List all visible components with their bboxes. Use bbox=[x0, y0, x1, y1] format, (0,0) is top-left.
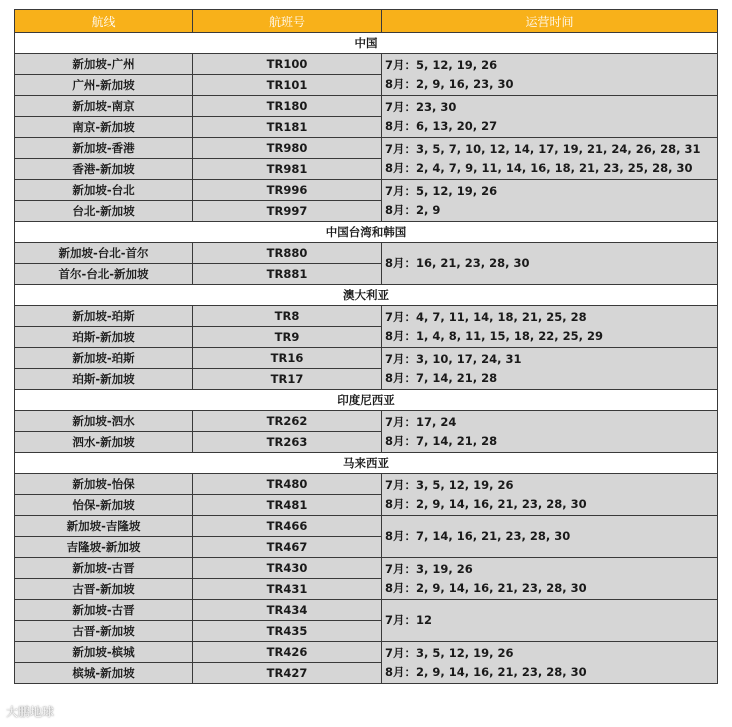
date-line: 8月：2, 9 bbox=[385, 202, 441, 217]
date-line: 8月：2, 9, 14, 16, 21, 23, 28, 30 bbox=[385, 496, 587, 511]
flight-number-cell: TR181 bbox=[193, 117, 382, 138]
date-line: 8月：1, 4, 8, 11, 15, 18, 22, 25, 29 bbox=[385, 328, 604, 343]
flight-number-cell: TR262 bbox=[193, 411, 382, 432]
operating-dates-cell bbox=[382, 411, 718, 453]
table-row bbox=[15, 54, 718, 75]
route-cell: 古晋-新加坡 bbox=[15, 621, 193, 642]
route-cell: 香港-新加坡 bbox=[15, 159, 193, 180]
flight-number-cell: TR16 bbox=[193, 348, 382, 369]
flight-number-cell: TR9 bbox=[193, 327, 382, 348]
flight-number-cell: TR8 bbox=[193, 306, 382, 327]
table-row bbox=[15, 558, 718, 579]
table-row bbox=[15, 411, 718, 432]
flight-number-cell: TR467 bbox=[193, 537, 382, 558]
date-line: 7月：3, 10, 17, 24, 31 bbox=[385, 351, 522, 366]
section-row bbox=[15, 285, 718, 306]
flight-number-cell: TR430 bbox=[193, 558, 382, 579]
route-cell: 古晋-新加坡 bbox=[15, 579, 193, 600]
route-cell: 泗水-新加坡 bbox=[15, 432, 193, 453]
section-title: 马来西亚 bbox=[15, 453, 718, 474]
operating-dates-cell bbox=[382, 642, 718, 684]
header-operating-dates: 运营时间 bbox=[382, 10, 718, 33]
operating-dates-cell bbox=[382, 306, 718, 348]
date-line: 7月：3, 5, 7, 10, 12, 14, 17, 19, 21, 24, 26, 28, 31 bbox=[385, 141, 701, 156]
flight-number-cell: TR481 bbox=[193, 495, 382, 516]
route-cell: 新加坡-吉隆坡 bbox=[15, 516, 193, 537]
watermark-text: 大鹏地球 bbox=[6, 705, 55, 719]
operating-dates-cell bbox=[382, 96, 718, 138]
date-line: 7月：5, 12, 19, 26 bbox=[385, 57, 498, 72]
flight-number-cell: TR427 bbox=[193, 663, 382, 684]
table-row bbox=[15, 96, 718, 117]
section-row bbox=[15, 453, 718, 474]
operating-dates-cell bbox=[382, 54, 718, 96]
table-row bbox=[15, 516, 718, 537]
operating-dates-cell bbox=[382, 600, 718, 642]
date-line: 8月：6, 13, 20, 27 bbox=[385, 118, 498, 133]
flight-number-cell: TR180 bbox=[193, 96, 382, 117]
route-cell: 珀斯-新加坡 bbox=[15, 369, 193, 390]
route-cell: 新加坡-怡保 bbox=[15, 474, 193, 495]
operating-dates-cell bbox=[382, 474, 718, 516]
flight-schedule-table bbox=[14, 9, 718, 684]
date-line: 7月：4, 7, 11, 14, 18, 21, 25, 28 bbox=[385, 309, 587, 324]
header-row bbox=[15, 10, 718, 33]
date-line: 8月：7, 14, 16, 21, 23, 28, 30 bbox=[385, 529, 571, 543]
flight-number-cell: TR431 bbox=[193, 579, 382, 600]
date-line: 7月：3, 5, 12, 19, 26 bbox=[385, 477, 514, 492]
route-cell: 新加坡-南京 bbox=[15, 96, 193, 117]
section-title: 印度尼西亚 bbox=[15, 390, 718, 411]
flight-number-cell: TR997 bbox=[193, 201, 382, 222]
flight-number-cell: TR996 bbox=[193, 180, 382, 201]
route-cell: 南京-新加坡 bbox=[15, 117, 193, 138]
table-row bbox=[15, 600, 718, 621]
section-row bbox=[15, 33, 718, 54]
route-cell: 新加坡-台北 bbox=[15, 180, 193, 201]
operating-dates-cell bbox=[382, 243, 718, 285]
flight-number-cell: TR466 bbox=[193, 516, 382, 537]
table-row bbox=[15, 243, 718, 264]
table-row bbox=[15, 180, 718, 201]
section-title: 澳大利亚 bbox=[15, 285, 718, 306]
section-title: 中国 bbox=[15, 33, 718, 54]
flight-number-cell: TR17 bbox=[193, 369, 382, 390]
flight-number-cell: TR435 bbox=[193, 621, 382, 642]
route-cell: 珀斯-新加坡 bbox=[15, 327, 193, 348]
date-line: 8月：2, 9, 14, 16, 21, 23, 28, 30 bbox=[385, 664, 587, 679]
flight-number-cell: TR881 bbox=[193, 264, 382, 285]
date-line: 7月：5, 12, 19, 26 bbox=[385, 183, 498, 198]
date-line: 8月：16, 21, 23, 28, 30 bbox=[385, 256, 530, 270]
table-row bbox=[15, 348, 718, 369]
route-cell: 新加坡-香港 bbox=[15, 138, 193, 159]
date-line: 7月：3, 19, 26 bbox=[385, 561, 473, 576]
operating-dates-cell bbox=[382, 348, 718, 390]
route-cell: 怡保-新加坡 bbox=[15, 495, 193, 516]
route-cell: 广州-新加坡 bbox=[15, 75, 193, 96]
date-line: 8月：7, 14, 21, 28 bbox=[385, 370, 498, 385]
section-title: 中国台湾和韩国 bbox=[15, 222, 718, 243]
date-line: 7月：23, 30 bbox=[385, 99, 457, 114]
table-row bbox=[15, 306, 718, 327]
date-line: 7月：12 bbox=[385, 613, 433, 627]
flight-number-cell: TR100 bbox=[193, 54, 382, 75]
flight-number-cell: TR426 bbox=[193, 642, 382, 663]
table-row bbox=[15, 474, 718, 495]
route-cell: 新加坡-广州 bbox=[15, 54, 193, 75]
route-cell: 新加坡-古晋 bbox=[15, 600, 193, 621]
route-cell: 槟城-新加坡 bbox=[15, 663, 193, 684]
date-line: 7月：3, 5, 12, 19, 26 bbox=[385, 645, 514, 660]
date-line: 8月：2, 9, 16, 23, 30 bbox=[385, 76, 514, 91]
operating-dates-cell bbox=[382, 138, 718, 180]
date-line: 8月：7, 14, 21, 28 bbox=[385, 433, 498, 448]
route-cell: 新加坡-泗水 bbox=[15, 411, 193, 432]
operating-dates-cell bbox=[382, 558, 718, 600]
date-line: 8月：2, 9, 14, 16, 21, 23, 28, 30 bbox=[385, 580, 587, 595]
date-line: 7月：17, 24 bbox=[385, 414, 457, 429]
section-row bbox=[15, 222, 718, 243]
route-cell: 首尔-台北-新加坡 bbox=[15, 264, 193, 285]
table-row bbox=[15, 642, 718, 663]
route-cell: 吉隆坡-新加坡 bbox=[15, 537, 193, 558]
route-cell: 台北-新加坡 bbox=[15, 201, 193, 222]
flight-number-cell: TR981 bbox=[193, 159, 382, 180]
flight-number-cell: TR263 bbox=[193, 432, 382, 453]
section-row bbox=[15, 390, 718, 411]
flight-number-cell: TR480 bbox=[193, 474, 382, 495]
table-row bbox=[15, 138, 718, 159]
route-cell: 新加坡-台北-首尔 bbox=[15, 243, 193, 264]
operating-dates-cell bbox=[382, 180, 718, 222]
operating-dates-cell bbox=[382, 516, 718, 558]
date-line: 8月：2, 4, 7, 9, 11, 14, 16, 18, 21, 23, 25, 28, 30 bbox=[385, 160, 693, 175]
flight-number-cell: TR434 bbox=[193, 600, 382, 621]
route-cell: 新加坡-槟城 bbox=[15, 642, 193, 663]
header-route: 航线 bbox=[15, 10, 193, 33]
route-cell: 新加坡-古晋 bbox=[15, 558, 193, 579]
flight-number-cell: TR880 bbox=[193, 243, 382, 264]
header-flight-number: 航班号 bbox=[193, 10, 382, 33]
flight-number-cell: TR101 bbox=[193, 75, 382, 96]
flight-number-cell: TR980 bbox=[193, 138, 382, 159]
route-cell: 新加坡-珀斯 bbox=[15, 306, 193, 327]
route-cell: 新加坡-珀斯 bbox=[15, 348, 193, 369]
